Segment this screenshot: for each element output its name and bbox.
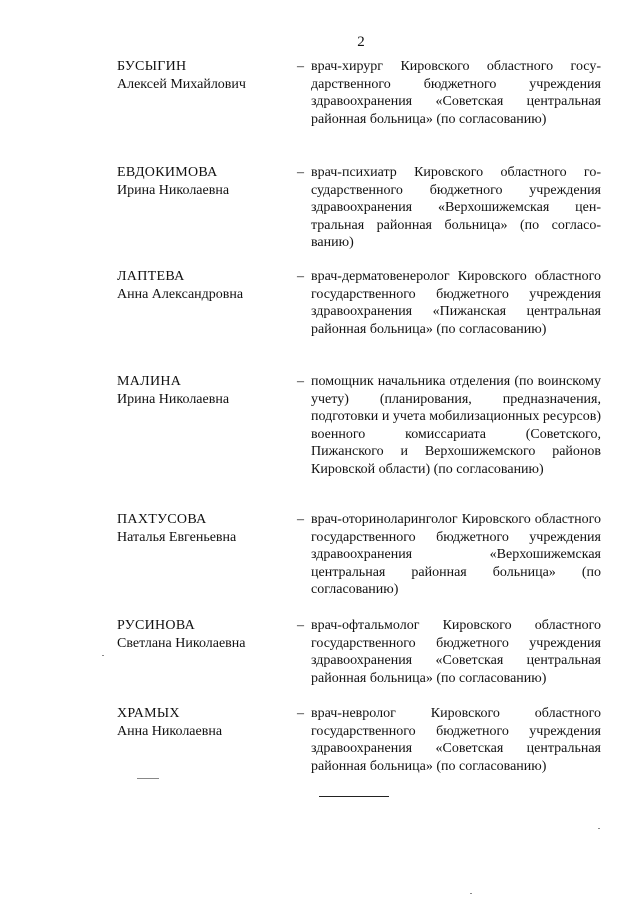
member-dash: – [297, 374, 304, 389]
member-role: врач-офтальмолог Кировского областного государственного бюджетного учреждения здравоохранения «Советская центральная районная больница» (по согласованию) [311, 618, 601, 686]
member-given-names: Анна Николаевна [117, 723, 223, 739]
member-role: врач-невролог Кировского областного государственного бюджетного учреждения здравоохранения «Советская центральная районная больница» (по согласованию) [311, 706, 601, 774]
member-given-names: Алексей Михайлович [117, 76, 246, 92]
member-dash: – [297, 618, 304, 633]
member-surname: ХРАМЫХ [117, 706, 180, 721]
member-given-names: Светлана Николаевна [117, 635, 246, 651]
member-role: врач-хирург Кировского областного государственного бюджетного учреждения здравоохранения «Советская центральная районная больница» (по согласованию) [311, 59, 601, 127]
member-dash: – [297, 165, 304, 180]
member-names [117, 58, 297, 164]
member-entry [117, 58, 601, 164]
member-role: врач-психиатр Кировского областного государственного бюджетного учреждения здравоохранения «Верхошижемская центральная районная больница» (по согласованию) [311, 165, 601, 251]
member-entry [117, 164, 601, 268]
member-role: помощник начальника отделения (по воинскому учету) (планирования, предназначения, подготовки и учета мобилизационных ресурсов) военного комиссариата (Советского, Пижанского и Верхошижемского районов Кировской области) (по согласованию) [311, 374, 601, 477]
scan-speck [102, 655, 104, 656]
scan-speck [598, 828, 600, 829]
member-surname: ПАХТУСОВА [117, 512, 207, 527]
member-dash: – [297, 512, 304, 527]
member-role: врач-дерматовенеролог Кировского областного государственного бюджетного учреждения здравоохранения «Пижанская центральная районная больница» (по согласованию) [311, 269, 601, 337]
member-dash: – [297, 59, 304, 74]
member-names [117, 268, 297, 373]
member-entry [117, 511, 601, 617]
member-surname: МАЛИНА [117, 374, 182, 389]
member-surname: ЕВДОКИМОВА [117, 165, 218, 180]
member-names [117, 373, 297, 511]
member-entry [117, 705, 601, 785]
member-entry [117, 268, 601, 373]
member-names [117, 617, 297, 705]
member-names [117, 164, 297, 268]
end-rule [319, 796, 389, 797]
member-surname: ЛАПТЕВА [117, 269, 185, 284]
member-given-names: Ирина Николаевна [117, 391, 230, 407]
member-given-names: Наталья Евгеньевна [117, 529, 237, 545]
member-entry [117, 617, 601, 705]
page-number: 2 [357, 34, 365, 50]
scan-speck [137, 778, 159, 779]
member-role: врач-оториноларинголог Кировского областного государственного бюджетного учреждения здравоохранения «Верхошижемская центральная районная больница» (по согласованию) [311, 512, 601, 598]
member-dash: – [297, 269, 304, 284]
member-surname: РУСИНОВА [117, 618, 195, 633]
member-names [117, 705, 297, 785]
member-given-names: Анна Александровна [117, 286, 244, 302]
member-given-names: Ирина Николаевна [117, 182, 230, 198]
member-entry [117, 373, 601, 511]
member-dash: – [297, 706, 304, 721]
member-list [117, 58, 601, 785]
member-surname: БУСЫГИН [117, 59, 187, 74]
scan-speck [470, 893, 472, 894]
member-names [117, 511, 297, 617]
